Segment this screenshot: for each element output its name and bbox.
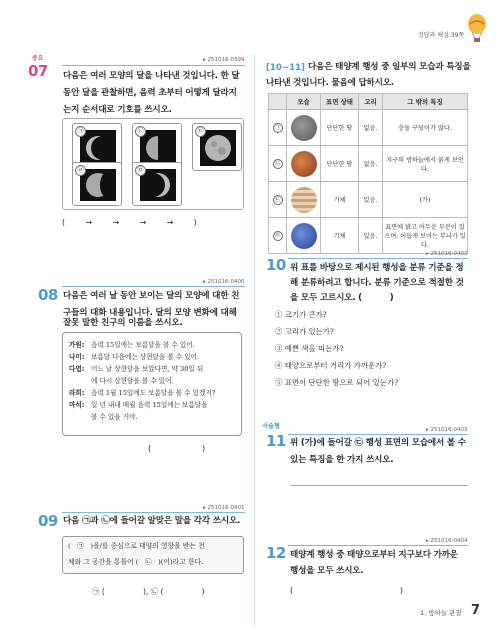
- moon-half-image: [140, 130, 176, 166]
- surface-cell: 단단한 땅: [321, 110, 359, 146]
- speaker-name: [69, 411, 91, 423]
- q09-id: ▸ 251016-0401: [203, 505, 245, 511]
- moon-crescent-image: [80, 130, 116, 166]
- surface-cell: 기체: [321, 218, 359, 254]
- center-divider: [254, 55, 255, 625]
- moon-label-a: ㉠: [75, 126, 86, 137]
- dialogue-line: [69, 399, 235, 411]
- q11-rule: [288, 434, 468, 435]
- page-number: 7: [471, 603, 481, 618]
- table-row: [269, 182, 468, 218]
- q10-line-2: 해 분류하려고 합니다. 분류 기준으로 적절한 것: [290, 278, 464, 288]
- q10-line-1: 위 표를 바탕으로 제시된 행성을 분류 기준을 정: [290, 263, 464, 273]
- moon-waning-crescent-image: [140, 169, 176, 201]
- jupiter-image: [291, 187, 317, 213]
- moon-label-b: ㉡: [135, 126, 146, 137]
- table-header-features: 그 밖의 특징: [383, 94, 468, 110]
- dialogue-line: [69, 363, 235, 375]
- table-header-surface: 표면 상태: [321, 94, 359, 110]
- surface-cell: 기체: [321, 182, 359, 218]
- q12-line-2: 행성을 모두 쓰시오.: [290, 566, 364, 576]
- q08-rule: [62, 286, 245, 287]
- ring-cell: 있음.: [359, 182, 383, 218]
- q09-answer-blank[interactable]: ㉠ ( ), ㉡ ( ): [92, 587, 205, 596]
- moon-card-e: [132, 162, 182, 206]
- q08-answer-blank[interactable]: ( ): [148, 444, 206, 453]
- speech-text: 음력 1월 15일에도 보름달을 볼 수 있겠지?: [91, 389, 216, 397]
- important-badge: 중요: [32, 55, 44, 62]
- balloon-icon: [466, 14, 488, 44]
- table-header-ring: 고리: [359, 94, 383, 110]
- mercury-image: [291, 115, 317, 141]
- dialogue-line: [69, 375, 235, 387]
- speech-text: 어느 날 상현달을 보았다면, 약 30일 뒤: [91, 365, 204, 373]
- speech-text: 일 년 내내 매월 음력 15일에는 보름달을: [91, 401, 208, 409]
- dialogue-line: [69, 351, 235, 363]
- feature-cell: (가): [383, 182, 468, 218]
- speech-text: 보름달 다음에는 상현달을 볼 수 있어.: [91, 353, 200, 361]
- q12-line-1: 태양계 행성 중 태양으로부터 지구보다 가까운: [290, 550, 458, 560]
- ring-cell: 없음.: [359, 146, 383, 182]
- table-row: [269, 110, 468, 146]
- q07-answer-blank[interactable]: ( → → → → ): [62, 218, 197, 227]
- q10-rule: [288, 258, 468, 259]
- footer-chapter: 1. 방하늘 관찰: [420, 609, 462, 617]
- speaker-name: 나미:: [69, 353, 85, 361]
- mars-image: [291, 151, 317, 177]
- moon-card-c: [192, 123, 242, 171]
- q10-11-intro-line-2: 나타낸 것입니다. 물음에 답하시오.: [266, 78, 394, 88]
- question-number-09: 09: [38, 512, 58, 530]
- q10-line-3: 을 모두 고르시오. ( ): [290, 293, 394, 303]
- row-label: ㉢: [273, 195, 283, 205]
- row-label: ㉡: [273, 159, 283, 169]
- row-label: ㉣: [273, 231, 283, 241]
- speaker-name: 마석:: [69, 401, 85, 409]
- neptune-image: [291, 223, 317, 249]
- q09-question: 다음 ㉠과 ㉡에 들어갈 알맞은 말을 각각 쓰시오.: [63, 516, 241, 526]
- dialogue-line: [69, 339, 235, 351]
- table-header-appearance: 모습: [287, 94, 321, 110]
- q10-option-4[interactable]: ④ 태양으로부터 거리가 가까운가?: [275, 361, 387, 370]
- q10-option-3[interactable]: ③ 예쁜 색을 띠는가?: [275, 344, 344, 353]
- q08-line-2: 구들의 대화 내용입니다. 달의 모양 변화에 대해: [63, 308, 237, 318]
- essay-badge: 서술형: [262, 423, 280, 430]
- row-label: ㉠: [273, 123, 283, 133]
- q08-line-3: 잘못 말한 친구의 이름을 쓰시오.: [63, 318, 183, 328]
- q12-id: ▸ 251016-0404: [426, 538, 468, 544]
- moon-full-image: [200, 130, 236, 166]
- q07-line-3: 는지 순서대로 기호를 쓰시오.: [63, 105, 172, 115]
- q08-line-1: 다음은 여러 날 동안 보이는 달의 모양에 대한 친: [63, 291, 240, 301]
- question-number-10: 10: [266, 256, 286, 274]
- moon-card-d: [72, 162, 122, 206]
- table-row: [269, 146, 468, 182]
- q11-id: ▸ 251016-0403: [426, 427, 468, 433]
- q10-option-2[interactable]: ② 고리가 있는가?: [275, 327, 334, 336]
- moon-gibbous-image: [80, 169, 116, 201]
- q10-11-intro-line-1: 다음은 태양계 행성 중 일부의 모습과 특징을: [308, 62, 471, 72]
- question-number-12: 12: [266, 544, 286, 562]
- speech-text: 볼 수 있을 거야.: [91, 413, 138, 421]
- feature-cell: 지구의 방하늘에서 붉게 보인다.: [383, 146, 468, 182]
- moon-label-c: ㉢: [195, 126, 206, 137]
- q09-box-line-1: ( ㉠ )을/를 중심으로 태양의 영향을 받는 천: [68, 542, 205, 550]
- speech-text: 음력 15일에는 보름달을 볼 수 있어.: [91, 341, 195, 349]
- question-number-08: 08: [38, 286, 58, 304]
- q07-id: ▸ 251016-0399: [203, 57, 245, 63]
- q11-answer-line[interactable]: [290, 485, 468, 486]
- feature-cell: 충돌 구덩이가 많다.: [383, 110, 468, 146]
- q07-line-1: 다음은 여러 모양의 달을 나타낸 것입니다. 한 달: [63, 71, 240, 81]
- planet-table: [268, 93, 468, 254]
- q12-answer-blank[interactable]: ( ): [290, 586, 404, 595]
- q10-option-5[interactable]: ⑤ 표면이 단단한 땅으로 되어 있는가?: [275, 378, 399, 387]
- q09-box-line-2: 체와 그 공간을 통틀어 ( ㉡ )(이)라고 한다.: [68, 558, 204, 566]
- ring-cell: 있음.: [359, 218, 383, 254]
- table-header-blank: [269, 94, 287, 110]
- table-row: [269, 218, 468, 254]
- speaker-name: 라희:: [69, 389, 85, 397]
- q11-line-1: 위 (가)에 들어갈 ㉢ 행성 표면의 모습에서 볼 수: [290, 438, 466, 448]
- dialogue-line: [69, 411, 235, 423]
- q10-option-1[interactable]: ① 크기가 큰가?: [275, 310, 327, 319]
- moon-label-e: ㉤: [135, 165, 146, 176]
- feature-cell: 표면에 밝고 어두운 부분이 있으며, 어둡게 보이는 무늬가 있다.: [383, 218, 468, 254]
- header-section-label: 정답과 해설 39쪽: [418, 32, 465, 39]
- q11-line-2: 있는 특징을 한 가지 쓰시오.: [290, 455, 394, 465]
- q09-rule: [62, 512, 245, 513]
- moon-label-d: ㉣: [75, 165, 86, 176]
- ring-cell: 없음.: [359, 110, 383, 146]
- q10-id: ▸ 251016-0402: [426, 251, 468, 257]
- q10-11-range: [10~11]: [266, 63, 305, 73]
- q07-rule: [62, 65, 245, 66]
- speech-text: 에 다시 상현달을 볼 수 있어.: [91, 377, 174, 385]
- speaker-name: 다엽:: [69, 365, 85, 373]
- dialogue-line: [69, 387, 235, 399]
- speaker-name: [69, 375, 91, 387]
- question-number-11: 11: [266, 432, 286, 450]
- speaker-name: 가원:: [69, 341, 85, 349]
- q08-id: ▸ 251016-0400: [203, 279, 245, 285]
- q12-rule: [288, 545, 468, 546]
- q07-line-2: 동안 달을 관찰하면, 음력 초부터 어떻게 달라지: [63, 88, 237, 98]
- q08-dialogue-box: [62, 332, 242, 436]
- surface-cell: 단단한 땅: [321, 146, 359, 182]
- question-number-07: 07: [28, 62, 48, 80]
